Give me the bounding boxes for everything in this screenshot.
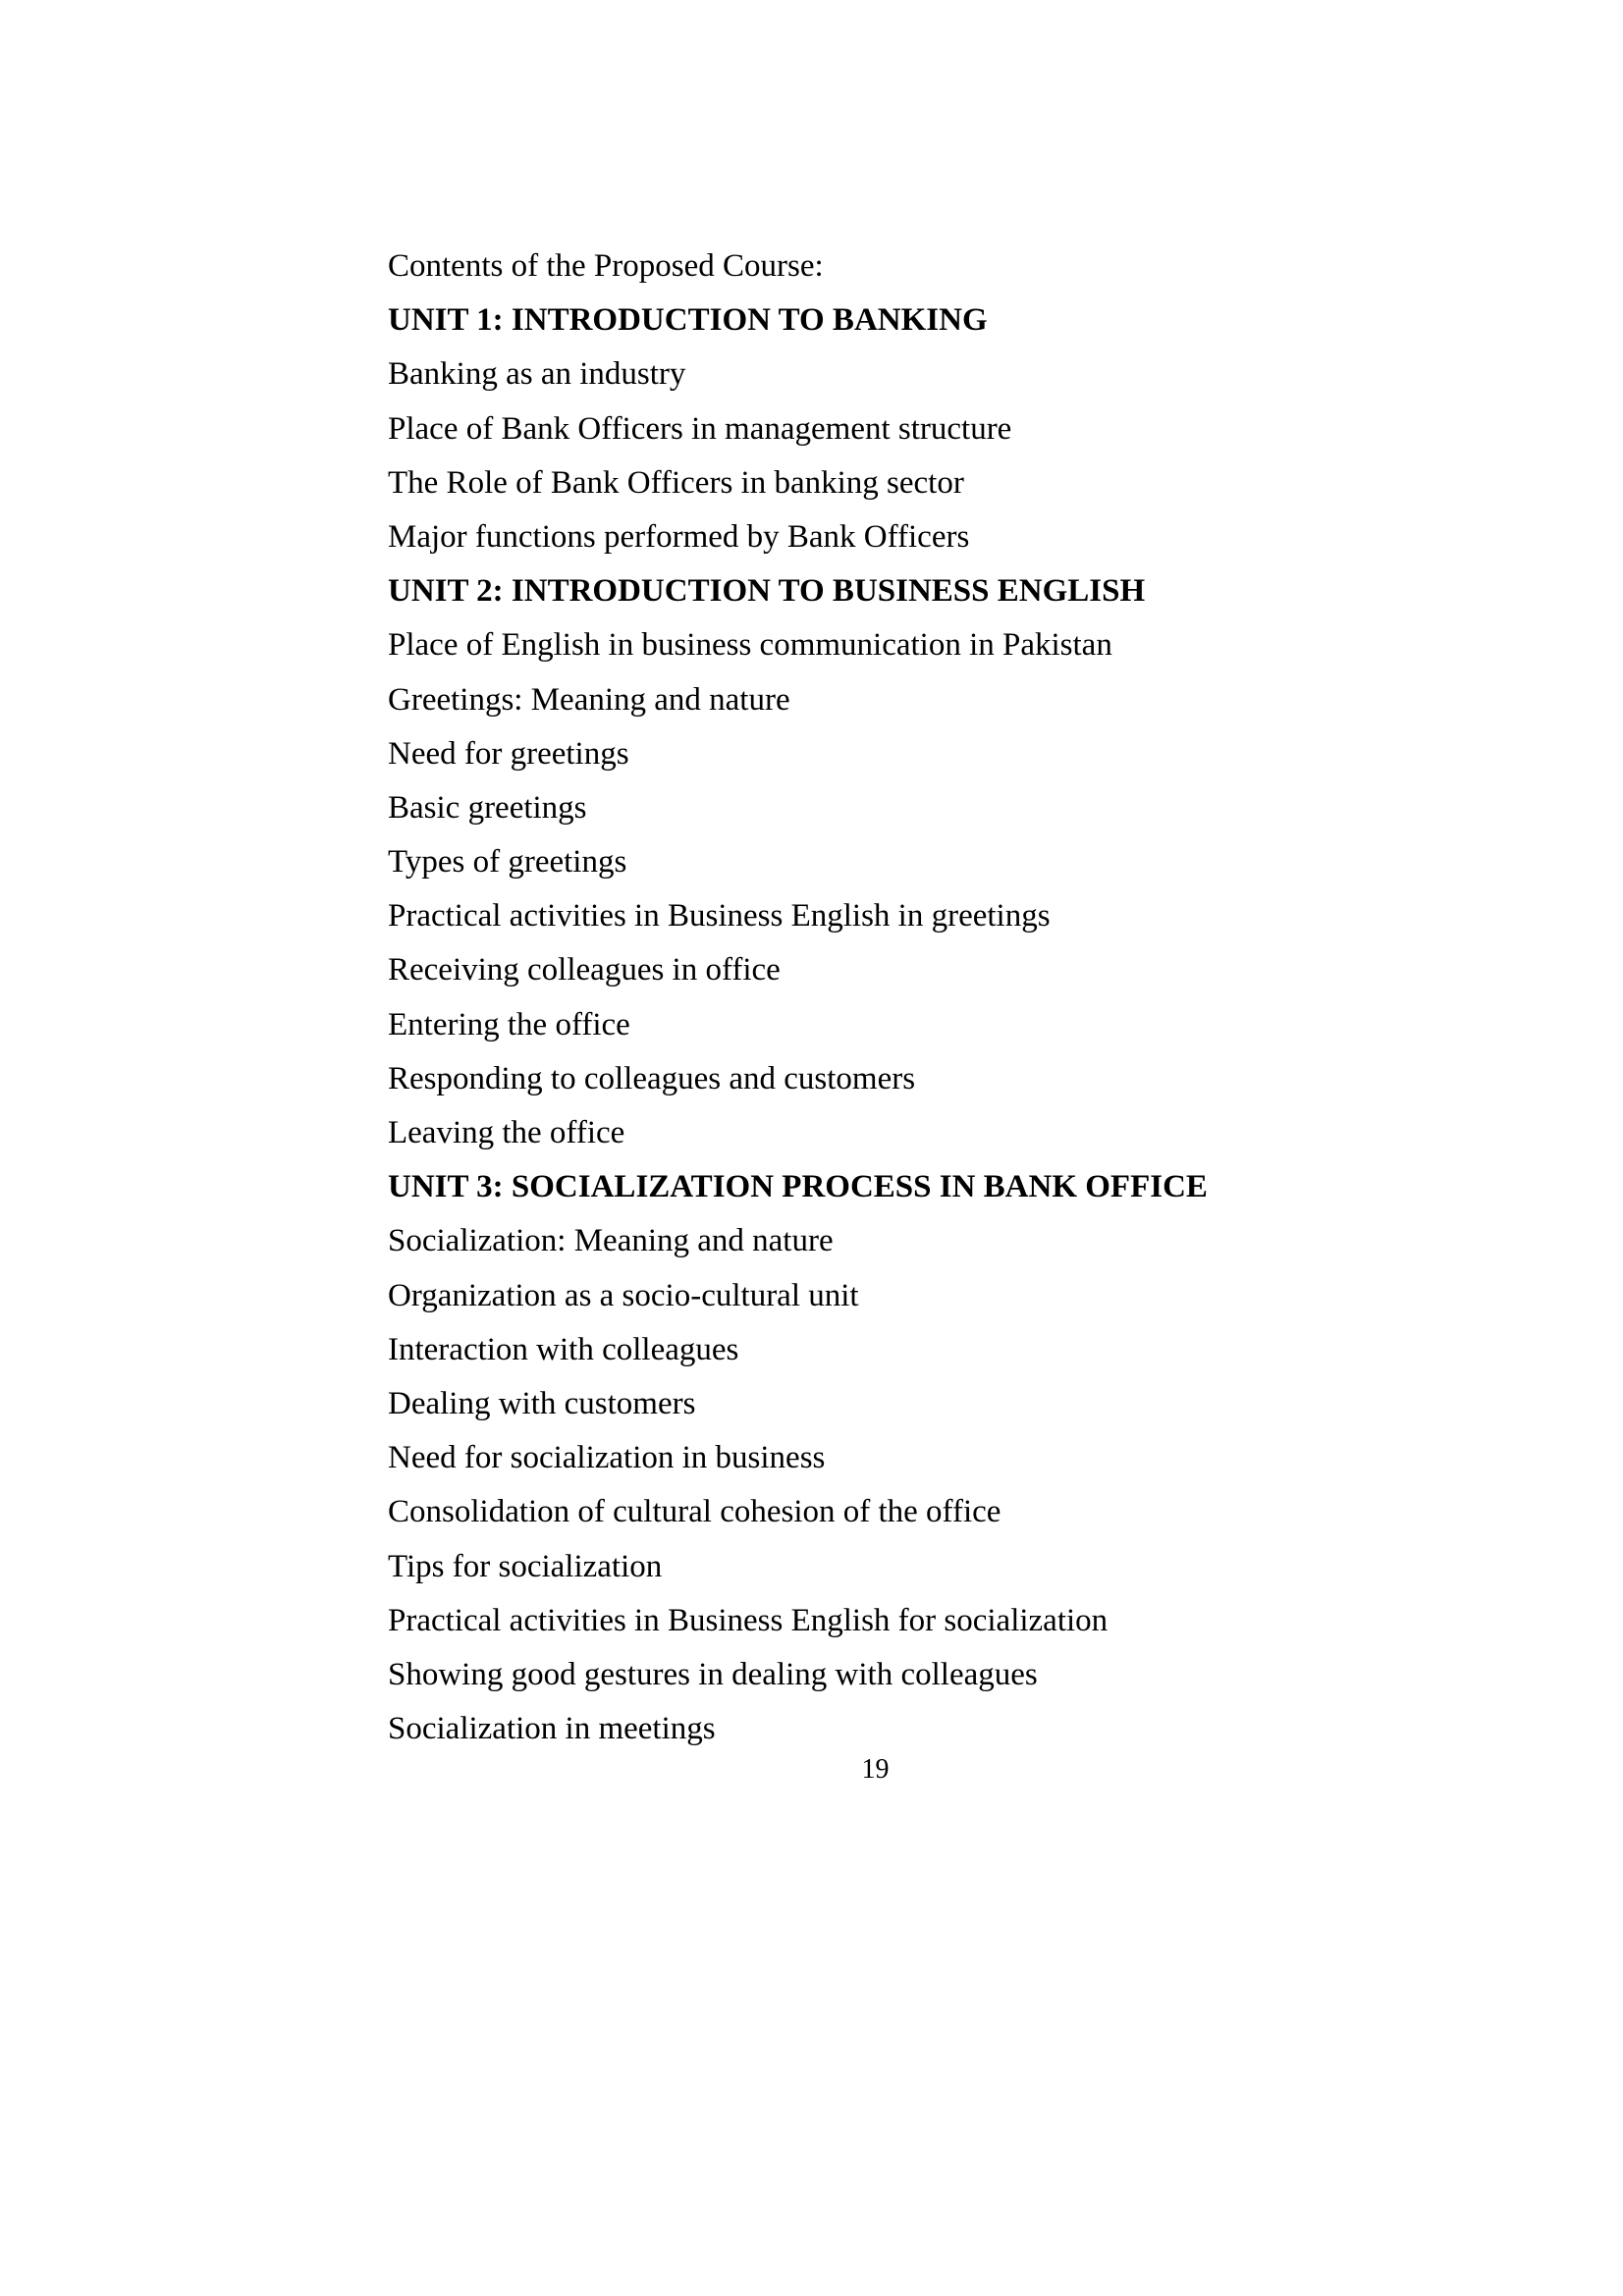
unit-3-title: UNIT 3: SOCIALIZATION PROCESS IN BANK OFFICE: [388, 1169, 1208, 1205]
unit-1-title: UNIT 1: INTRODUCTION TO BANKING: [388, 302, 988, 339]
unit-3-item: Socialization in meetings: [388, 1711, 716, 1747]
unit-3-item: Tips for socialization: [388, 1548, 663, 1584]
unit-2-item: Leaving the office: [388, 1115, 625, 1150]
unit-3-item: Consolidation of cultural cohesion of the office: [388, 1494, 1001, 1530]
unit-2-item: Entering the office: [388, 1006, 630, 1042]
unit-2-item: Greetings: Meaning and nature: [388, 681, 790, 718]
unit-2-item: Receiving colleagues in office: [388, 952, 781, 988]
unit-1-item: Banking as an industry: [388, 356, 686, 393]
unit-3-item: Dealing with customers: [388, 1385, 696, 1421]
unit-2-item: Types of greetings: [388, 844, 627, 881]
unit-2-item: Practical activities in Business English in greetings: [388, 898, 1051, 934]
page-content: [388, 240, 1468, 1756]
unit-2-item: Place of English in business communication in Pakistan: [388, 627, 1112, 664]
page-number: 19: [861, 1754, 890, 1785]
unit-1-item: Major functions performed by Bank Officers: [388, 518, 970, 555]
unit-3-item: Interaction with colleagues: [388, 1331, 739, 1367]
unit-3-item: Organization as a socio-cultural unit: [388, 1277, 859, 1313]
unit-3-item: Need for socialization in business: [388, 1440, 826, 1476]
unit-2-title: UNIT 2: INTRODUCTION TO BUSINESS ENGLISH: [388, 573, 1146, 610]
unit-2-item: Responding to colleagues and customers: [388, 1060, 916, 1096]
unit-1-item: The Role of Bank Officers in banking sector: [388, 464, 964, 501]
unit-3-item: Practical activities in Business English for socialization: [388, 1602, 1109, 1638]
unit-3-item: Showing good gestures in dealing with colleagues: [388, 1656, 1038, 1692]
unit-3-item: Socialization: Meaning and nature: [388, 1223, 834, 1259]
contents-heading: Contents of the Proposed Course:: [388, 248, 824, 284]
unit-2-item: Need for greetings: [388, 735, 629, 772]
unit-2-item: Basic greetings: [388, 789, 587, 826]
unit-1-item: Place of Bank Officers in management structure: [388, 410, 1012, 447]
